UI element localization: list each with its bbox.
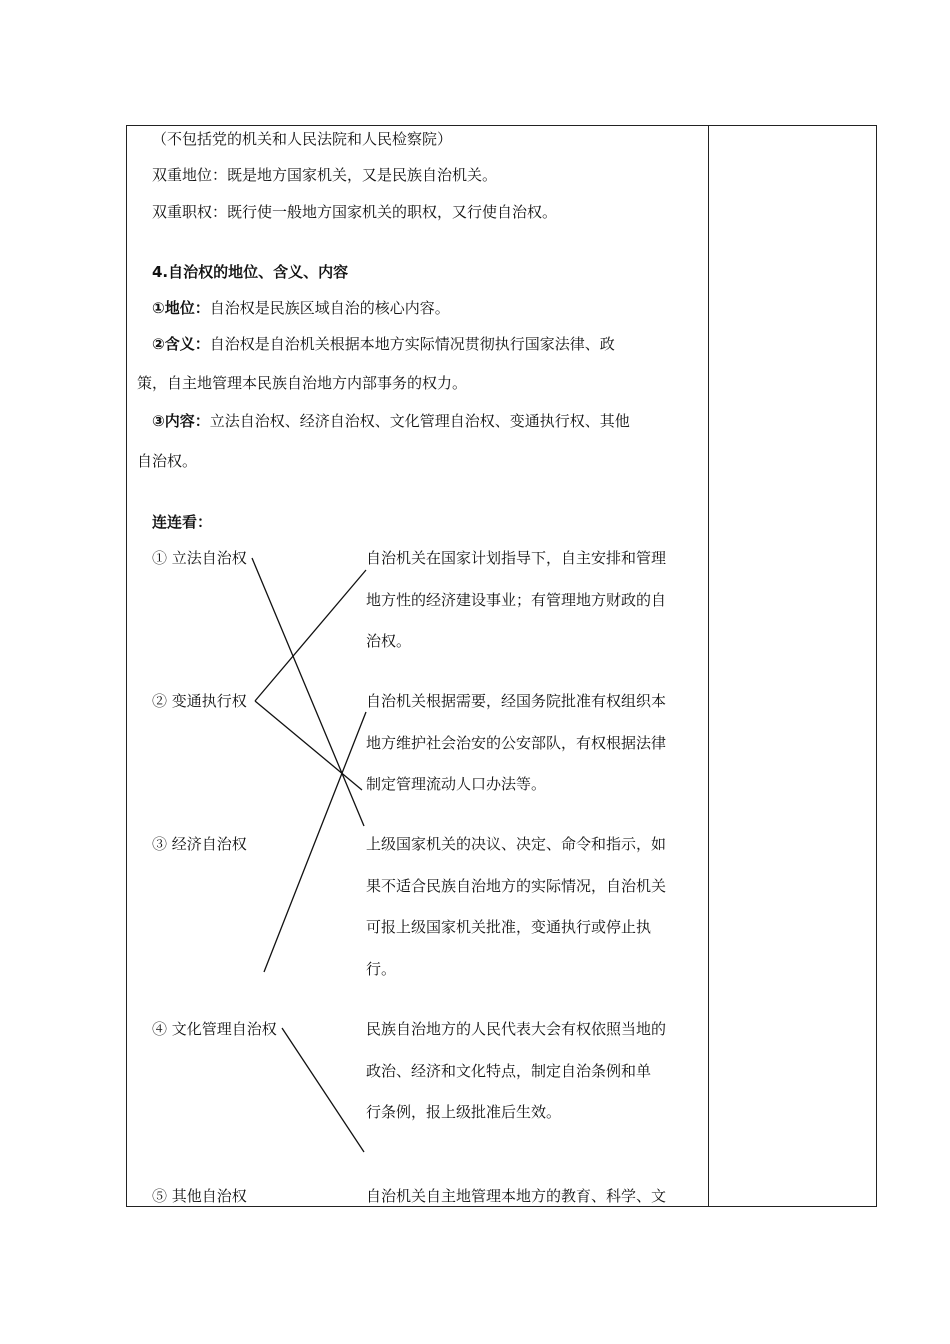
- match-line-2a: [255, 570, 366, 701]
- right-item-5-line-1: 自治机关自主地管理本地方的教育、科学、文: [366, 1187, 667, 1205]
- left-item-2: ② 变通执行权: [152, 692, 247, 710]
- match-line-1: [252, 558, 364, 826]
- left-item-1: ① 立法自治权: [152, 549, 247, 567]
- intro-line-2: 双重地位：既是地方国家机关，又是民族自治机关。: [152, 166, 498, 184]
- right-item-3-line-2: 果不适合民族自治地方的实际情况，自治机关: [366, 877, 667, 895]
- right-item-1-line-3: 治权。: [366, 632, 412, 650]
- match-line-4: [282, 1028, 364, 1152]
- right-item-2-line-1: 自治机关根据需要，经国务院批准有权组织本: [366, 692, 667, 710]
- left-item-3: ③ 经济自治权: [152, 835, 247, 853]
- right-item-4-line-1: 民族自治地方的人民代表大会有权依照当地的: [366, 1020, 667, 1038]
- right-item-3-line-3: 可报上级国家机关批准，变通执行或停止执: [366, 918, 652, 936]
- status-text: 自治权是民族区域自治的核心内容。: [209, 299, 450, 317]
- match-line-2b: [255, 701, 362, 790]
- matching-title: 连连看：: [152, 513, 213, 531]
- right-item-1-line-1: 自治机关在国家计划指导下，自主安排和管理: [366, 549, 667, 567]
- right-item-4-line-3: 行条例，报上级批准后生效。: [366, 1103, 562, 1121]
- intro-line-3: 双重职权：既行使一般地方国家机关的职权，又行使自治权。: [152, 203, 558, 221]
- meaning-line-2: 策，自主地管理本民族自治地方内部事务的权力。: [137, 374, 468, 392]
- status-label: ①地位：: [152, 299, 210, 317]
- meaning-text-1: 自治权是自治机关根据本地方实际情况贯彻执行国家法律、政: [209, 335, 615, 353]
- right-item-2-line-3: 制定管理流动人口办法等。: [366, 775, 547, 793]
- right-item-3-line-1: 上级国家机关的决议、决定、命令和指示，如: [366, 835, 667, 853]
- section-heading: 4.自治权的地位、含义、内容: [152, 263, 349, 281]
- intro-line-1: （不包括党的机关和人民法院和人民检察院）: [152, 130, 453, 148]
- left-item-4: ④ 文化管理自治权: [152, 1020, 277, 1038]
- content-text-1: 立法自治权、经济自治权、文化管理自治权、变通执行权、其他: [209, 412, 630, 430]
- left-item-5: ⑤ 其他自治权: [152, 1187, 247, 1205]
- content-line-2: 自治权。: [137, 452, 198, 470]
- content-label: ③内容：: [152, 412, 210, 430]
- right-item-1-line-2: 地方性的经济建设事业；有管理地方财政的自: [366, 591, 667, 609]
- right-item-2-line-2: 地方维护社会治安的公安部队，有权根据法律: [366, 734, 667, 752]
- right-item-4-line-2: 政治、经济和文化特点，制定自治条例和单: [366, 1062, 652, 1080]
- meaning-label: ②含义：: [152, 335, 210, 353]
- right-item-3-line-4: 行。: [366, 960, 397, 978]
